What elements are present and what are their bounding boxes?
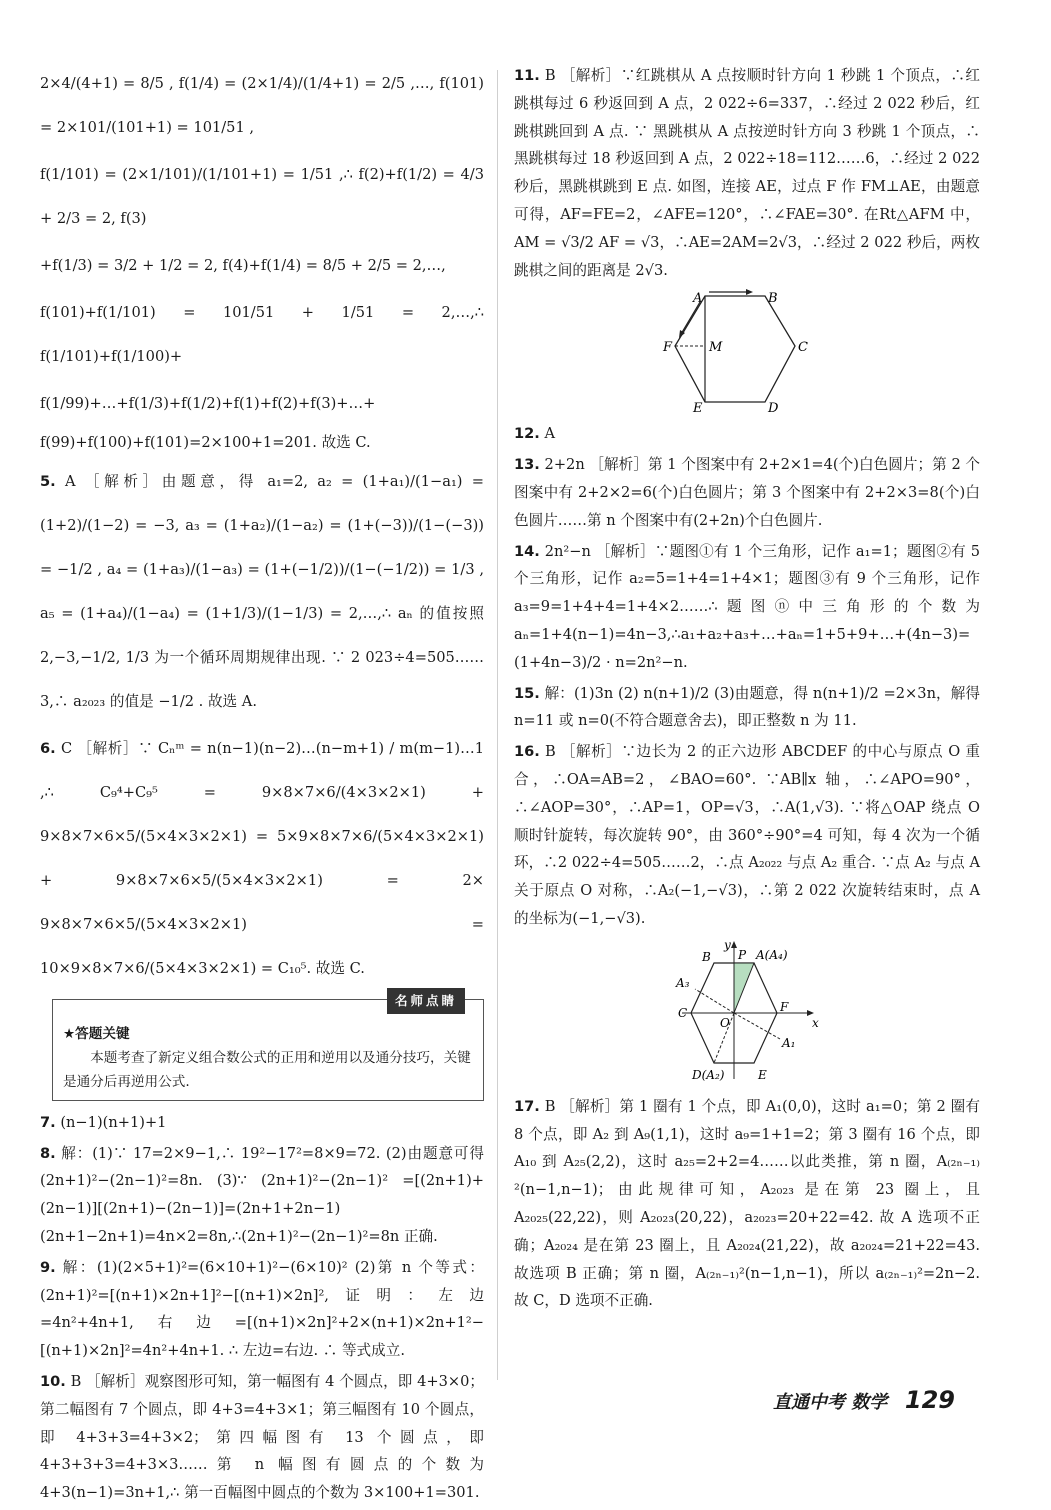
answer-number: 16. [514,743,540,761]
footer-title: 直通中考 数学 [773,1392,888,1413]
answer-text: 2n²−n ［解析］∵题图①有 1 个三角形，记作 a₁=1；题图②有 5 个三角形，记作 a₂=5=1+4=1+4×1；题图③有 9 个三角形，记作 a₃=9=1+4+4=1+4×2……∴题图ⓝ中三角形的个数为 aₙ=1+4(n−1)=4n−3,∴a₁+a₂+a₃+…+aₙ=1+5+9+…+(4n−3)= (1+4n−3)/2 · n=2n²−n. [514,542,985,671]
answer-item-r4 [514,538,985,677]
answer-item-r1 [514,62,985,284]
tip-box-tag: 名师点睛 [387,988,465,1014]
fig2-label-c: C [678,1005,688,1020]
right-column [514,62,985,1318]
answer-item-l8 [40,727,489,991]
fig2-label-x: x [812,1015,819,1030]
answer-text: 2×4/(4+1) = 8/5 , f(1/4) = (2×1/4)/(1/4+1) = 2/5 ,…, f(101) = 2×101/(101+1) = 101/51 , [40,75,489,136]
answer-number: 10. [40,1372,66,1390]
fig2-label-a1: A₁ [782,1035,796,1050]
left-column [40,62,489,1510]
arrow-red-head [746,289,753,295]
fig2-label-p: P [738,947,747,962]
answer-text: +f(1/3) = 3/2 + 1/2 = 2, f(4)+f(1/4) = 8/5 + 2/5 = 2,…, [40,257,446,274]
page-number: 129 [904,1386,955,1414]
answer-text: 解：(1)∵ 17=2×9−1,∴ 19²−17²=8×9=72. (2)由题意可得(2n+1)²−(2n−1)²=8n. (3)∵ (2n+1)²−(2n−1)² =[(2n+1)+(2n−1)][(2n+1)−(2n−1)]=(2n+1+2n−1)(2n+1−2n+1)=4n×2=8n,∴(2n+1)²−(2n−1)²=8n 正确. [40,1144,484,1245]
y-axis-arrow [731,941,737,948]
answer-item-r7 [514,1093,985,1315]
fig1-label-b: B [768,291,778,307]
answer-number: 12. [514,425,540,443]
answer-item-l1 [40,62,489,150]
answer-item-l4 [40,291,489,379]
answer-text: A [544,425,556,443]
hexagon-shape [675,296,795,402]
page-footer [773,1386,955,1414]
dashed-oa1 [734,1013,780,1039]
answer-text: f(1/101) = (2×1/101)/(1/101+1) = 1/51 ,∴ f(2)+f(1/2) = 4/3 + 2/3 = 2, f(3) [40,166,489,227]
tip-box-text: 本题考查了新定义组合数公式的正用和逆用以及通分技巧，关键是通分后再逆用公式. [63,1049,471,1090]
answer-text: C ［解析］∵ Cₙᵐ = n(n−1)(n−2)…(n−m+1) / m(m−1)…1 ,∴ C₉⁴+C₉⁵ = 9×8×7×6/(4×3×2×1) + 9×8×7×6×5/(5×4×3×2×1) = 5×9×8×7×6/(5×4×3×2×1) + 9×8×7×6×5/(5×4×3×2×1) = 2× 9×8×7×6×5/(5×4×3×2×1) = 10×9×8×7×6/(5×4×3×2×1) = C₁₀⁵. 故选 C. [40,739,489,977]
fig1-label-f: F [663,340,673,356]
triangle-oap [734,963,754,1013]
answer-item-l2 [40,153,489,241]
fig2-label-f: F [780,999,789,1014]
answer-item-l6 [40,429,484,457]
right-answers [514,62,985,284]
answer-text: B ［解析］∵红跳棋从 A 点按顺时针方向 1 秒跳 1 个顶点，∴红跳棋每过 6 秒返回到 A 点，2 022÷6=337，∴经过 2 022 秒后，红跳棋跳回到 A 点. ∵ 黑跳棋从 A 点按逆时针方向 3 秒跳 1 个顶点，∴黑跳棋每过 18 秒返回到 A 点，2 022÷18=112……6，∴经过 2 022 秒后，黑跳棋跳到 E 点. 如图，连接 AE，过点 F 作 FM⊥AE，由题意可得，AF=FE=2，∠AFE=120°，∴∠FAE=30°. 在Rt△AFM 中，AM = √3/2 AF = √3，∴AE=2AM=2√3，∴经过 2 022 秒后，两枚跳棋之间的距离是 2√3. [514,67,985,279]
answer-text: f(1/99)+…+f(1/3)+f(1/2)+f(1)+f(2)+f(3)+…+ [40,395,376,412]
hexagon-figure [663,290,827,417]
answer-number: 15. [514,684,540,702]
answer-number: 8. [40,1144,56,1162]
answer-text: 2+2n ［解析］第 1 个图案中有 2+2×1=4(个)白色圆片；第 2 个图案中有 2+2×2=6(个)白色圆片；第 3 个图案中有 2+2×3=8(个)白色圆片……第 n 个图案中有(2+2n)个白色圆片. [514,456,980,529]
answer-item-l7 [40,460,489,724]
answer-item-l9 [40,1109,484,1137]
fig2-label-a: A(A₄) [756,947,788,962]
answer-text: (n−1)(n+1)+1 [60,1113,167,1131]
answer-number: 14. [514,542,540,560]
arrow-black [681,302,700,334]
column-divider [497,70,498,1380]
fig1-label-e: E [693,401,703,417]
answer-number: 17. [514,1097,540,1115]
right-answers-3 [514,1093,985,1315]
answer-item-l3 [40,244,484,288]
fig2-label-d: D(A₂) [692,1067,725,1082]
answer-item-r5 [514,680,985,736]
answer-item-l11 [40,1254,484,1365]
answer-item-r3 [514,451,980,534]
answer-item-r6 [514,738,985,933]
answer-number: 7. [40,1113,56,1131]
answer-number: 9. [40,1258,56,1276]
answer-text: B ［解析］第 1 圈有 1 个点，即 A₁(0,0)，这时 a₁=0；第 2 圈有 8 个点，即 A₂ 到 A₉(1,1)，这时 a₉=1+1=2；第 3 圈有 16 个点，即 A₁₀ 到 A₂₅(2,2)，这时 a₂₅=2+2=4……以此类推，第 n 圈，A₍₂ₙ₋₁₎²(n−1,n−1)；由此规律可知，A₂₀₂₃ 是在第 23 圈上，且 A₂₀₂₅(22,22)，则 A₂₀₂₃(20,22)，a₂₀₂₃=20+22=42. 故 A 选项不正确；A₂₀₂₄ 是在第 23 圈上，且 A₂₀₂₄(21,22)，故 a₂₀₂₄=21+22=43. 故选项 B 正确；第 n 圈，A₍₂ₙ₋₁₎²(n−1,n−1)，所以 a₍₂ₙ₋₁₎²=2n−2. 故 C，D 选项不正确. [514,1097,985,1310]
answer-item-l5 [40,382,484,426]
answer-text: f(101)+f(1/101) = 101/51 + 1/51 = 2,…,∴ f(1/101)+f(1/100)+ [40,304,489,365]
fig2-label-o: O [720,1015,730,1030]
left-answers-2 [40,1109,489,1507]
fig1-label-a: A [693,291,703,307]
fig1-label-d: D [768,401,779,417]
answer-item-l10 [40,1140,484,1251]
answer-text: B ［解析］观察图形可知，第一幅图有 4 个圆点，即 4+3×0；第二幅图有 7 个圆点，即 4+3=4+3×1；第三幅图有 10 个圆点，即 4+3+3=4+3×2；第四幅图有 13 个圆点，即 4+3+3+3=4+3×3……第 n 幅图有圆点的个数为 4+3(n−1)=3n+1,∴ 第一百幅图中圆点的个数为 3×100+1=301. [40,1372,489,1502]
answer-text: B ［解析］∵边长为 2 的正六边形 ABCDEF 的中心与原点 O 重合，∴OA=AB=2，∠BAO=60°. ∵AB∥x 轴，∴∠APO=90°，∴∠AOP=30°，∴AP=1，OP=√3，∴A(1,√3). ∵将△OAP 绕点 O 顺时针旋转，每次旋转 90°，由 360°÷90°=4 可知，每 4 次为一个循环，∴2 022÷4=505……2，∴点 A₂₀₂₂ 与点 A₂ 重合. ∵点 A₂ 与点 A 关于原点 O 对称，∴A₂(−1,−√3)，∴第 2 022 次旋转结束时，点 A 的坐标为(−1,−√3). [514,743,985,927]
answer-text: 解：(1)(2×5+1)²=(6×10+1)²−(6×10)² (2)第 n 个等式：(2n+1)²=[(n+1)×2n+1]²−[(n+1)×2n]²,证明：左边=4n²+4n+1,右边=[(n+1)×2n]²+2×(n+1)×2n+1²−[(n+1)×2n]²=4n²+4n+1. ∴ 左边=右边. ∴ 等式成立. [40,1258,485,1360]
fig1-label-c: C [798,340,808,356]
answer-item-l12 [40,1368,489,1507]
left-answers [40,62,489,991]
fig2-label-b: B [702,949,711,964]
fig2-label-y: y [724,937,731,952]
fig1-label-m: M [709,340,723,356]
answer-item-r2 [514,420,980,448]
answer-text: A ［解析］由题意，得 a₁=2, a₂ = (1+a₁)/(1−a₁) = (1+2)/(1−2) = −3, a₃ = (1+a₂)/(1−a₂) = (1+(−3))/(1−(−3)) = −1/2 , a₄ = (1+a₃)/(1−a₃) = (1+(−1/2))/(1−(−1/2)) = 1/3 , a₅ = (1+a₄)/(1−a₄) = (1+1/3)/(1−1/3) = 2,…,∴ aₙ 的值按照 2,−3,−1/2, 1/3 为一个循环周期规律出现. ∵ 2 023÷4=505……3,∴ a₂₀₂₃ 的值是 −1/2 . 故选 A. [40,472,489,710]
answer-text: f(99)+f(100)+f(101)=2×100+1=201. 故选 C. [40,434,371,451]
fig2-label-a3: A₃ [676,975,690,990]
coordinate-hexagon-figure [662,939,832,1087]
fig2-label-e: E [758,1067,767,1082]
answer-number: 6. [40,739,56,757]
right-answers-2 [514,420,985,932]
answer-number: 5. [40,472,56,490]
tip-box-title: ★答题关键 [63,1025,130,1042]
answer-text: 解：(1)3n (2) n(n+1)/2 (3)由题意，得 n(n+1)/2 =2×3n，解得 n=11 或 n=0(不符合题意舍去)，即正整数 n 为 11. [514,684,985,730]
answer-number: 11. [514,67,540,84]
tip-box [52,992,484,1101]
answer-number: 13. [514,456,540,474]
